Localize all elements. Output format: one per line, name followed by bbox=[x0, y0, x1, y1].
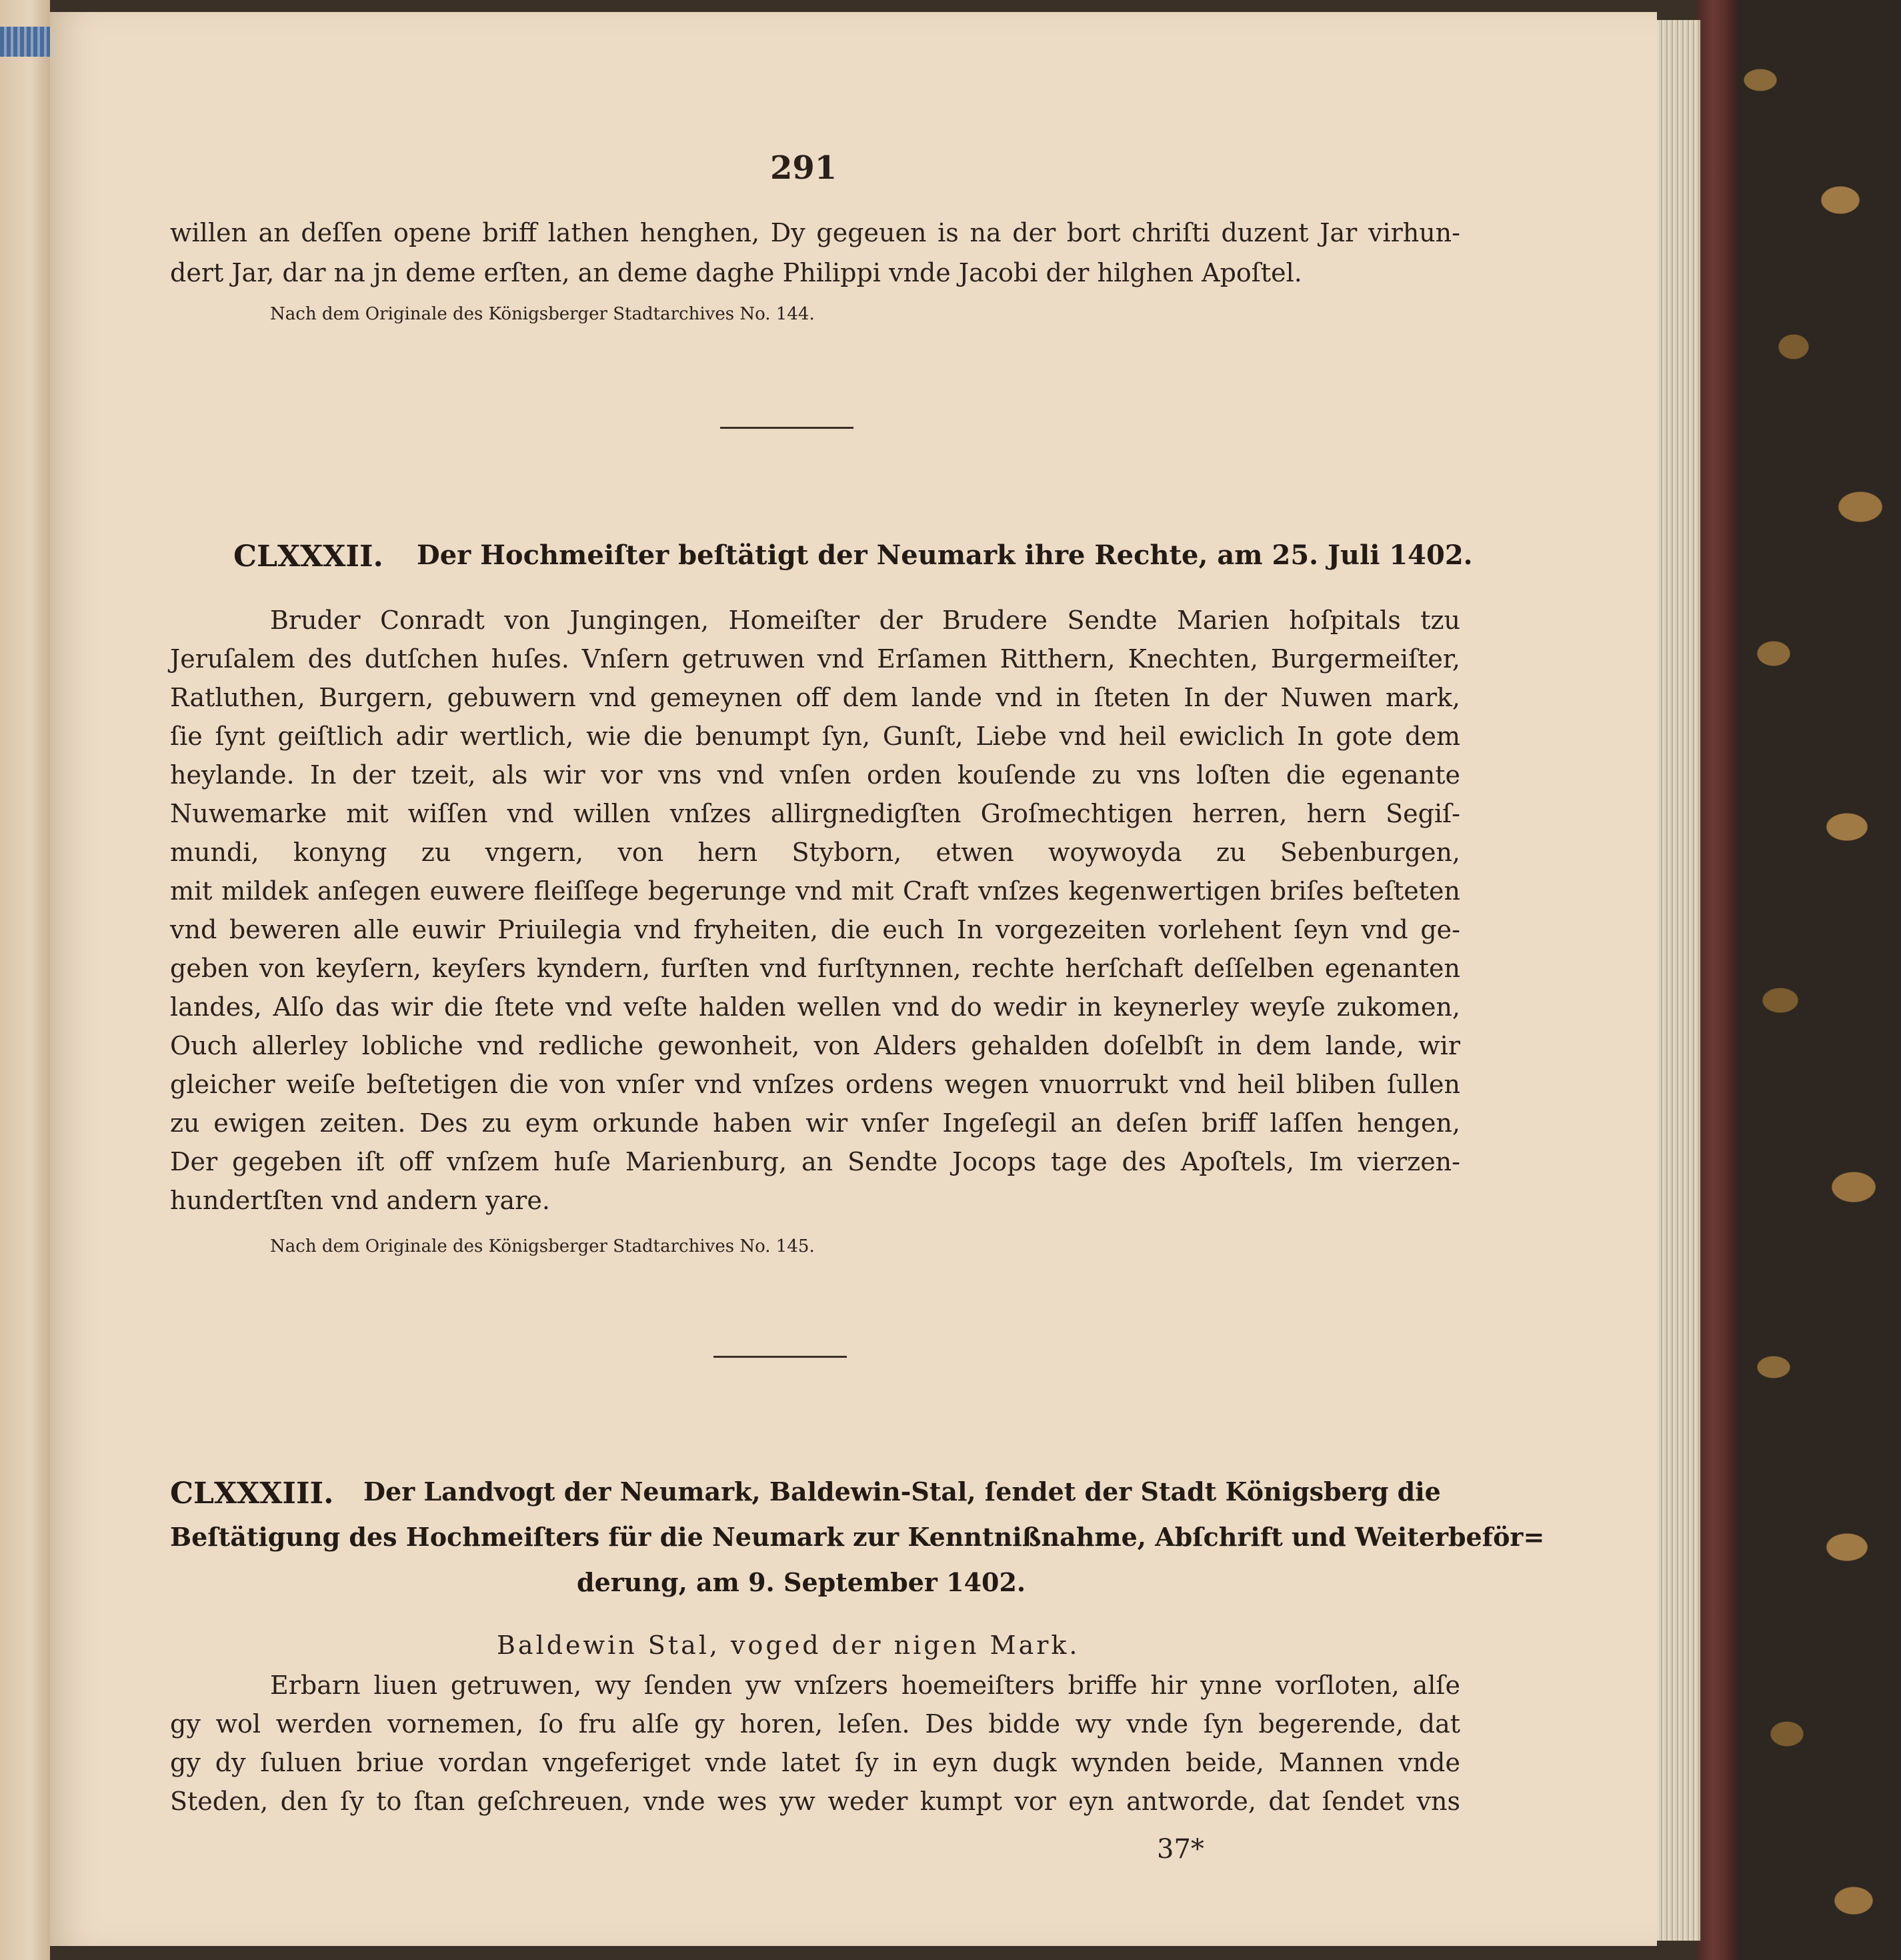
doc182-number: CLXXXII. bbox=[233, 540, 383, 574]
leather-spine-edge bbox=[1697, 0, 1737, 1960]
doc183-address: Baldewin Stal, voged der nigen Mark. bbox=[497, 1631, 1080, 1660]
doc183-heading-line-2: Beſtätigung des Hochmeiſters für die Neumark zur Kenntnißnahme, Abſchrift und Weiterbeför= bbox=[170, 1522, 1545, 1552]
doc183-line: gy dy ſuluen briue vordan vngeferiget vnde latet ſy in eyn dugk wynden beide, Mannen vnde bbox=[170, 1748, 1460, 1777]
doc182-line: hundertſten vnd andern yare. bbox=[170, 1186, 550, 1215]
page-edges-stack bbox=[1654, 20, 1700, 1941]
sheet-signature: 37* bbox=[1157, 1834, 1204, 1865]
doc182-line: Jeruſalem des dutſchen huſes. Vnſern getruwen vnd Erſamen Ritthern, Knechten, Burgermeiſter, bbox=[170, 644, 1460, 674]
section-divider-2 bbox=[713, 1356, 847, 1358]
bookmark-ribbon bbox=[0, 27, 53, 57]
continuation-line-2: dert Jar, dar na jn deme erſten, an deme daghe Philippi vnde Jacobi der hilghen Apoſtel. bbox=[170, 258, 1302, 287]
doc182-line: mit mildek anſegen euwere fleiſſege begerunge vnd mit Craft vnſzes kegenwertigen briſes beſteten bbox=[170, 876, 1460, 906]
doc182-line: landes, Alſo das wir die ſtete vnd veſte halden wellen vnd do wedir in keynerley weyſe zukomen, bbox=[170, 992, 1460, 1022]
doc183-line: Erbarn liuen getruwen, wy ſenden yw vnſzers hoemeiſters briffe hir ynne vorſloten, alſe bbox=[270, 1671, 1460, 1700]
doc182-line: Ratluthen, Burgern, gebuwern vnd gemeynen off dem lande vnd in ſteten In der Nuwen mark, bbox=[170, 683, 1460, 712]
doc182-line: heylande. In der tzeit, als wir vor vns vnd vnſen orden kouſende zu vns loſten die egenante bbox=[170, 760, 1460, 790]
doc182-line: Bruder Conradt von Jungingen, Homeiſter der Brudere Sendte Marien hoſpitals tzu bbox=[270, 606, 1460, 635]
book-page bbox=[50, 12, 1657, 1946]
doc182-line: gleicher weiſe beſtetigen die von vnſer vnd vnſzes ordens wegen vnuorrukt vnd heil bliben ſullen bbox=[170, 1070, 1460, 1099]
doc182-line: geben von keyſern, keyſers kyndern, furſten vnd furſtynnen, rechte herſchaft deſſelben egenanten bbox=[170, 954, 1460, 983]
page-number: 291 bbox=[770, 149, 837, 187]
doc182-heading: Der Hochmeiſter beſtätigt der Neumark ihre Rechte, am 25. Juli 1402. bbox=[417, 540, 1473, 571]
source-note-145: Nach dem Originale des Königsberger Stadtarchives No. 145. bbox=[270, 1236, 815, 1256]
doc182-line: zu ewigen zeiten. Des zu eym orkunde haben wir vnſer Ingeſegil an deſen briff laſſen hengen, bbox=[170, 1108, 1460, 1138]
section-divider-1 bbox=[720, 427, 853, 429]
doc182-line: Nuwemarke mit wiſſen vnd willen vnſzes allirgnedigſten Groſmechtigen herren, hern Segiſ- bbox=[170, 799, 1460, 828]
doc182-line: Ouch allerley lobliche vnd redliche gewonheit, von Alders gehalden doſelbſt in dem lande, wir bbox=[170, 1031, 1460, 1060]
source-note-144: Nach dem Originale des Königsberger Stadtarchives No. 144. bbox=[270, 304, 815, 324]
doc182-line: vnd beweren alle euwir Priuilegia vnd fryheiten, die euch In vorgezeiten vorlehent ſeyn vnd ge- bbox=[170, 915, 1460, 944]
continuation-line-1: willen an deſſen opene briff lathen henghen, Dy gegeuen is na der bort chriſti duzent Jar virhun- bbox=[170, 218, 1460, 247]
doc183-number: CLXXXIII. bbox=[170, 1477, 334, 1511]
doc183-heading-line-1: Der Landvogt der Neumark, Baldewin-Stal, ſendet der Stadt Königsberg die bbox=[363, 1477, 1441, 1507]
doc183-heading-line-3: derung, am 9. September 1402. bbox=[577, 1567, 1026, 1597]
previous-page-edge bbox=[0, 0, 50, 1960]
doc182-line: mundi, konyng zu vngern, von hern Styborn, etwen woywoyda zu Sebenburgen, bbox=[170, 838, 1460, 867]
marbled-cover-board bbox=[1734, 0, 1901, 1960]
doc182-line: Der gegeben iſt off vnſzem huſe Marienburg, an Sendte Jocops tage des Apoſtels, Im vierzen- bbox=[170, 1147, 1460, 1176]
doc183-line: Steden, den ſy to ſtan geſchreuen, vnde wes yw weder kumpt vor eyn antworde, dat ſendet vns bbox=[170, 1787, 1460, 1816]
doc182-line: ſie ſynt geiſtlich adir wertlich, wie die benumpt ſyn, Gunſt, Liebe vnd heil ewiclich In gote dem bbox=[170, 722, 1460, 751]
doc183-line: gy wol werden vornemen, ſo fru alſe gy horen, leſen. Des bidde wy vnde ſyn begerende, dat bbox=[170, 1709, 1460, 1739]
